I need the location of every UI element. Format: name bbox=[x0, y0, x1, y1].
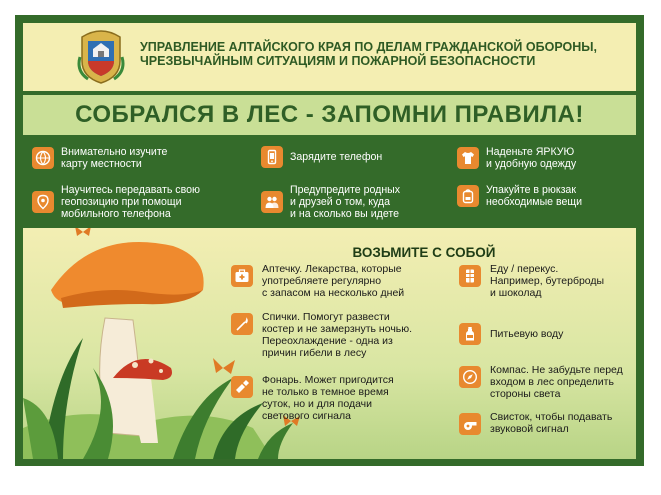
header bbox=[23, 23, 636, 91]
poster bbox=[15, 15, 644, 466]
checklist-text: причин гибели в лесу bbox=[262, 347, 367, 359]
organization-name bbox=[140, 40, 620, 68]
checklist-text: не только в темное время bbox=[262, 386, 389, 398]
checklist-text: Фонарь. Может пригодится bbox=[262, 374, 394, 386]
checklist-item bbox=[459, 411, 612, 435]
rule-text: Предупредите родных bbox=[290, 184, 401, 196]
checklist-text: Например, бутерброды bbox=[490, 275, 605, 287]
coat-of-arms-emblem bbox=[76, 27, 126, 85]
first-aid-kit-icon bbox=[231, 265, 253, 287]
location-pin-icon bbox=[32, 191, 54, 213]
checklist-text: Спички. Помогут развести bbox=[262, 311, 390, 323]
phone-icon bbox=[261, 146, 283, 168]
organization-name-line-2: ЧРЕЗВЫЧАЙНЫМ СИТУАЦИЯМ И ПОЖАРНОЙ БЕЗОПАСНОСТИ bbox=[140, 54, 536, 68]
title-bar bbox=[23, 95, 636, 135]
checklist-title: ВОЗЬМИТЕ С СОБОЙ bbox=[352, 245, 496, 260]
checklist-item bbox=[231, 263, 404, 299]
rule-item bbox=[261, 184, 400, 220]
checklist-item bbox=[231, 374, 394, 422]
rule-text: геопозицию при помощи bbox=[61, 196, 182, 208]
checklist-text: Переохлаждение - одна из bbox=[262, 335, 393, 347]
checklist-text: Свисток, чтобы подавать bbox=[490, 411, 613, 423]
water-bottle-icon bbox=[459, 323, 481, 345]
organization-name-line-1: УПРАВЛЕНИЕ АЛТАЙСКОГО КРАЯ ПО ДЕЛАМ ГРАЖДАНСКОЙ ОБОРОНЫ, bbox=[140, 40, 597, 54]
rule-text: и на сколько вы идете bbox=[290, 208, 399, 220]
rule-item bbox=[32, 146, 167, 170]
rule-text: мобильного телефона bbox=[61, 208, 171, 220]
compass-icon bbox=[459, 366, 481, 388]
checklist-text: Компас. Не забудьте перед bbox=[490, 364, 623, 376]
poster-title: СОБРАЛСЯ В ЛЕС - ЗАПОМНИ ПРАВИЛА! bbox=[75, 101, 584, 128]
people-icon bbox=[261, 191, 283, 213]
checklist-item bbox=[459, 263, 604, 299]
backpack-icon bbox=[457, 185, 479, 207]
checklist-item bbox=[231, 311, 412, 359]
checklist-text: суток, но и для подачи bbox=[262, 398, 373, 410]
flashlight-icon bbox=[231, 376, 253, 398]
rule-text: необходимые вещи bbox=[486, 196, 583, 208]
rule-item bbox=[261, 146, 382, 168]
rule-text: Зарядите телефон bbox=[290, 151, 383, 163]
globe-icon bbox=[32, 147, 54, 169]
rule-text: карту местности bbox=[61, 158, 142, 170]
checklist-text: Аптечку. Лекарства, которые bbox=[262, 263, 402, 275]
whistle-icon bbox=[459, 413, 481, 435]
matches-icon bbox=[231, 313, 253, 335]
rule-text: Наденьте ЯРКУЮ bbox=[486, 146, 575, 158]
checklist-item bbox=[459, 321, 563, 347]
rule-text: и друзей о том, куда bbox=[290, 196, 391, 208]
rule-item bbox=[32, 184, 200, 220]
checklist-text: Питьевую воду bbox=[490, 328, 564, 340]
rule-text: Внимательно изучите bbox=[61, 146, 168, 158]
checklist-item bbox=[459, 364, 623, 400]
rule-item bbox=[457, 184, 582, 208]
checklist-text: употребляете регулярно bbox=[262, 275, 382, 287]
checklist-text: костер и не замерзнуть ночью. bbox=[262, 323, 413, 335]
checklist-text: светового сигнала bbox=[262, 410, 351, 422]
rule-text: Упакуйте в рюкзак bbox=[486, 184, 576, 196]
checklist-text: и шоколад bbox=[490, 287, 542, 299]
checklist-text: Еду / перекус. bbox=[490, 263, 559, 275]
checklist-text: с запасом на несколько дней bbox=[262, 287, 405, 299]
rule-text: Научитесь передавать свою bbox=[61, 184, 200, 196]
checklist-text: стороны света bbox=[490, 388, 561, 400]
rule-item bbox=[457, 146, 576, 170]
rule-text: и удобную одежду bbox=[486, 158, 577, 170]
checklist-text: входом в лес определить bbox=[490, 376, 614, 388]
checklist-text: звуковой сигнал bbox=[490, 423, 569, 435]
chocolate-icon bbox=[459, 265, 481, 287]
shirt-icon bbox=[457, 147, 479, 169]
